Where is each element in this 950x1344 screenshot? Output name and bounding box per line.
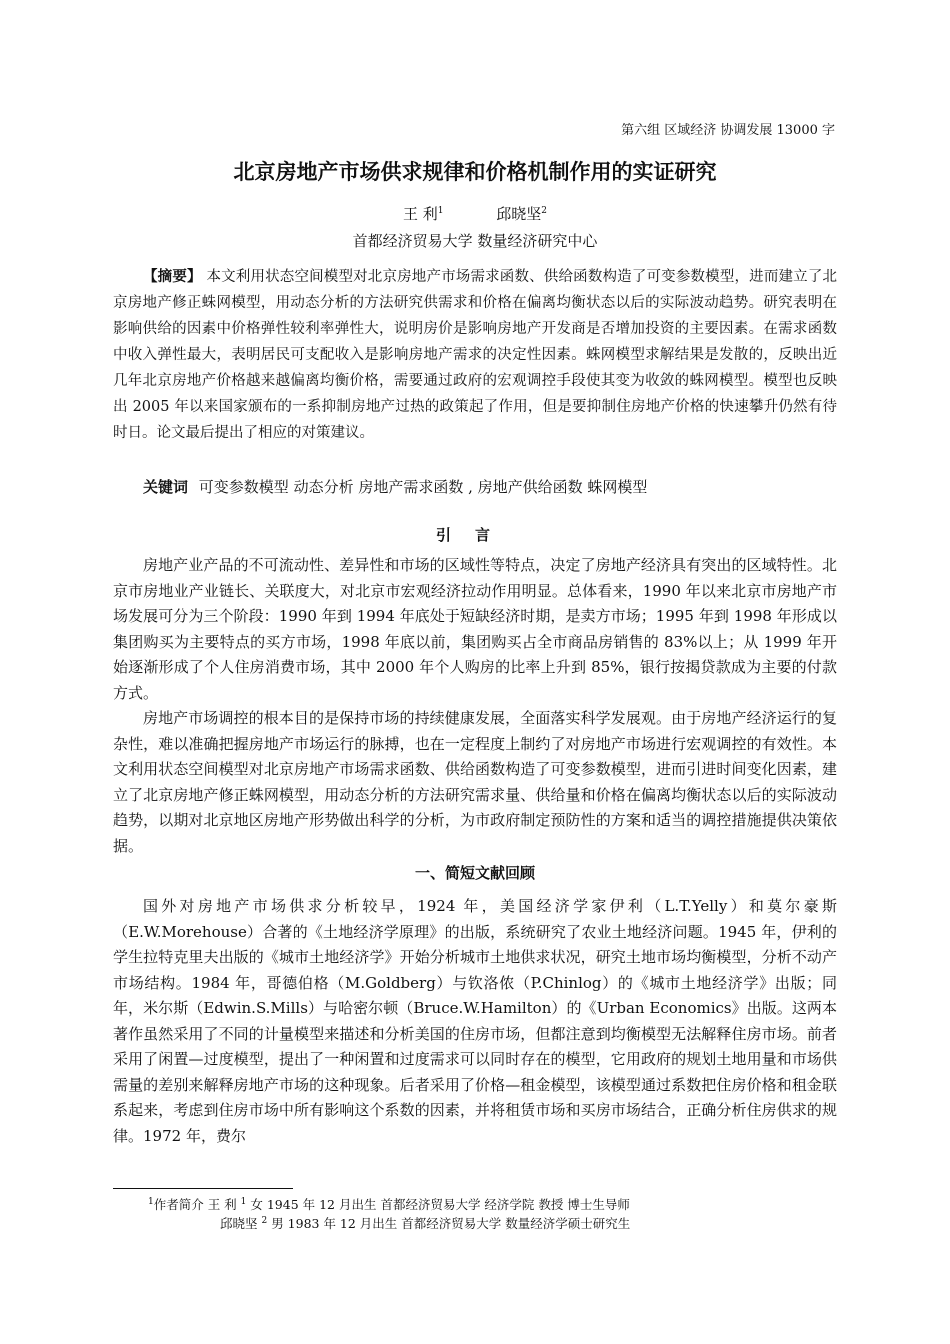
intro-heading: 引言 — [435, 526, 514, 544]
section-1-paragraph: 国外对房地产市场供求分析较早，1924 年，美国经济学家伊利（L.T.Yelly）和莫尔豪斯（E.W.Morehouse）合著的《土地经济学原理》的出版，系统研究了农业土地经济问题。1945 年，伊利的学生拉特克里夫出版的《城市土地经济学》开始分析城市土地供求状况，研究土地市场均衡模型，分析不动产市场结构。1984 年，哥德伯格（M.Goldberg）与钦洛侬（P.Chinlog）的《城市土地经济学》出版；同年，米尔斯（Edwin.S.Mills）与哈密尔顿（Bruce.W.Hamilton）的《Urban Economics》出版。这两本著作虽然采用了不同的计量模型来描述和分析美国的住房市场，但都注意到均衡模型无法解释住房市场。前者采用了闲置—过度模型，提出了一种闲置和过度需求可以同时存在的模型，它用政府的规划土地用量和市场供需量的差别来解释房地产市场的这种现象。后者采用了价格—租金模型，该模型通过系数把住房价格和租金联系起来，考虑到住房市场中所有影响这个系数的因素，并将租赁市场和买房市场结合，正确分析住房供求的规律。1972 年，费尔 — [113, 897, 837, 1145]
footnote-1-marker: 1 — [148, 1196, 154, 1207]
abstract-label: 【摘要】 — [143, 269, 202, 285]
footnote-2 — [220, 1214, 630, 1232]
author-line — [0, 203, 950, 224]
footnote-1-sup: 1 — [240, 1196, 247, 1207]
footnote-rule — [113, 1188, 293, 1189]
footnote-1-text: 作者简介 王 利 — [153, 1197, 241, 1212]
footnote-2-text: 邱晓坚 — [220, 1216, 262, 1231]
keywords-label: 关键词 — [143, 478, 189, 496]
footnote-2-rest: 男 1983 年 12 月出生 首都经济贸易大学 数量经济学硕士研究生 — [267, 1216, 631, 1231]
section-1-heading: 一、简短文献回顾 — [414, 864, 535, 882]
footnote-2-sup: 2 — [261, 1215, 268, 1226]
affiliation: 首都经济贸易大学 数量经济研究中心 — [352, 232, 598, 250]
intro-paragraph-2: 房地产市场调控的根本目的是保持市场的持续健康发展，全面落实科学发展观。由于房地产经济运行的复杂性，难以准确把握房地产市场运行的脉搏，也在一定程度上制约了对房地产市场进行宏观调控的有效性。本文利用状态空间模型对北京房地产市场需求函数、供给函数构造了可变参数模型，进而引进时间变化因素，建立了北京房地产修正蛛网模型，用动态分析的方法研究需求量、供给量和价格在偏离均衡状态以后的实际波动趋势，以期对北京地区房地产形势做出科学的分析，为市政府制定预防性的方案和适当的调控措施提供决策依据。 — [113, 709, 837, 855]
abstract-text: 本文利用状态空间模型对北京房地产市场需求函数、供给函数构造了可变参数模型，进而建立了北京房地产修正蛛网模型，用动态分析的方法研究供需求和价格在偏离均衡状态以后的实际波动趋势。研究表明在影响供给的因素中价格弹性较利率弹性大，说明房价是影响房地产开发商是否增加投资的主要因素。在需求函数中收入弹性最大，表明居民可支配收入是影响房地产需求的决定性因素。蛛网模型求解结果是发散的，反映出近几年北京房地产价格越来越偏离均衡价格，需要通过政府的宏观调控手段使其变为收敛的蛛网模型。模型也反映出 2005 年以来国家颁布的一系抑制房地产过热的政策起了作用，但是要抑制住房地产价格的快速攀升仍然有待时日。论文最后提出了相应的对策建议。 — [113, 269, 838, 441]
author-1-name: 王 利 — [402, 205, 438, 223]
footnote-1 — [148, 1195, 630, 1213]
keywords-line — [143, 476, 647, 497]
paper-title: 北京房地产市场供求规律和价格机制作用的实证研究 — [233, 160, 717, 184]
author-2-sup: 2 — [541, 206, 548, 216]
author-2-name: 邱晓坚 — [496, 205, 542, 223]
section-1-body — [113, 894, 837, 1149]
intro-body — [113, 553, 837, 859]
abstract-block — [113, 264, 837, 446]
intro-paragraph-1: 房地产业产品的不可流动性、差异性和市场的区域性等特点，决定了房地产经济具有突出的区域特性。北京市房地业产业链长、关联度大，对北京市宏观经济拉动作用明显。总体看来，1990 年以来北京市房地产市场发展可分为三个阶段：1990 年到 1994 年底处于短缺经济时期，是卖方市场；1995 年到 1998 年形成以集团购买为主要特点的买方市场，1998 年底以前，集团购买占全市商品房销售的 83%以上；从 1999 年开始逐渐形成了个人住房消费市场，其中 2000 年个人购房的比率上升到 85%，银行按揭贷款成为主要的付款方式。 — [113, 556, 837, 702]
group-info-line: 第六组 区域经济 协调发展 13000 字 — [621, 123, 835, 138]
author-1-sup: 1 — [437, 206, 444, 216]
footnote-1-rest: 女 1945 年 12 月出生 首都经济贸易大学 经济学院 教授 博士生导师 — [246, 1197, 630, 1212]
keywords-text: 可变参数模型 动态分析 房地产需求函数 , 房地产供给函数 蛛网模型 — [198, 478, 648, 496]
